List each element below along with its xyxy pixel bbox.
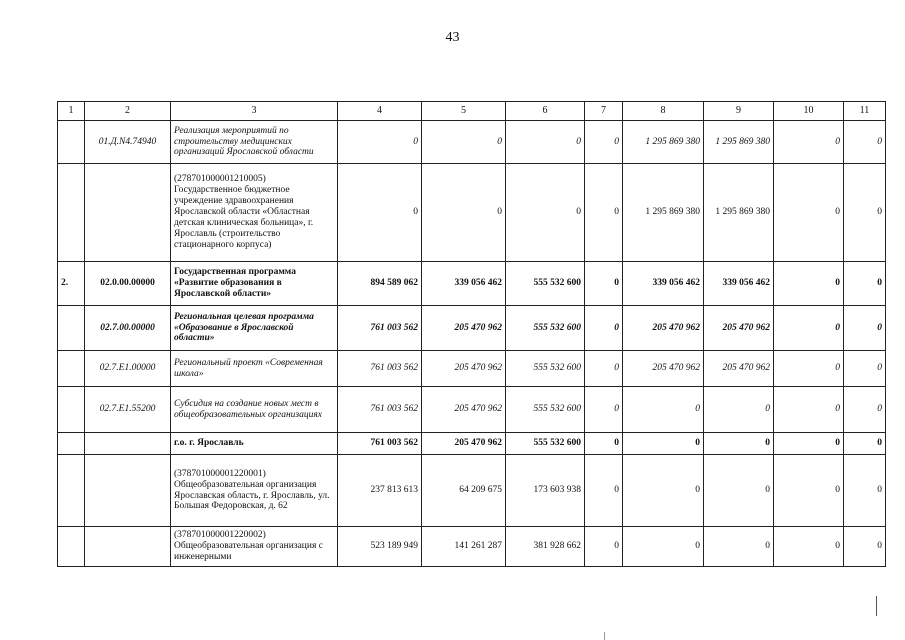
cell-value: 894 589 062 (338, 262, 422, 306)
cell-value: 1 295 869 380 (704, 164, 774, 262)
cell-value: 0 (585, 306, 623, 351)
budget-table (57, 101, 886, 567)
cell-value: 555 532 600 (506, 262, 585, 306)
cell-value: 0 (774, 387, 844, 433)
cell-value: 0 (585, 455, 623, 527)
cell-number (58, 527, 85, 567)
cell-value: 0 (774, 121, 844, 164)
cell-code (85, 527, 171, 567)
cell-value: 0 (704, 455, 774, 527)
cell-value: 0 (774, 306, 844, 351)
cell-value: 0 (338, 121, 422, 164)
cell-number (58, 121, 85, 164)
page-number: 43 (445, 30, 460, 45)
cell-value: 0 (623, 527, 704, 567)
cell-value: 0 (585, 387, 623, 433)
cell-value: 205 470 962 (422, 433, 506, 455)
cell-value: 0 (704, 433, 774, 455)
cell-value: 173 603 938 (506, 455, 585, 527)
cell-name: Государственная программа «Развитие образования в Ярославской области» (171, 262, 338, 306)
cell-number: 2. (58, 262, 85, 306)
cell-code (85, 433, 171, 455)
table-row (58, 121, 886, 164)
header-row (58, 102, 886, 121)
cell-value: 205 470 962 (422, 351, 506, 387)
cell-value: 761 003 562 (338, 351, 422, 387)
cell-name: Региональный проект «Современная школа» (171, 351, 338, 387)
cell-value: 0 (844, 455, 886, 527)
cell-value: 0 (774, 164, 844, 262)
col-header: 9 (704, 102, 774, 121)
cell-name: (378701000001220001) Общеобразовательная организация Ярославская область, г. Ярославль, ул. Большая Федоровская, д. 62 (171, 455, 338, 527)
cell-value: 0 (506, 164, 585, 262)
cell-value: 237 813 613 (338, 455, 422, 527)
table-row (58, 164, 886, 262)
cell-number (58, 387, 85, 433)
cell-value: 1 295 869 380 (704, 121, 774, 164)
col-header: 10 (774, 102, 844, 121)
cell-value: 205 470 962 (704, 306, 774, 351)
table-row (58, 387, 886, 433)
cell-value: 0 (844, 527, 886, 567)
cell-value: 0 (844, 121, 886, 164)
cell-value: 555 532 600 (506, 387, 585, 433)
cell-name: (278701000001210005) Государственное бюджетное учреждение здравоохранения Ярославской области «Областная детская клиническая больница», г. Ярославль (строительство стационарного корпуса) (171, 164, 338, 262)
cell-value: 0 (844, 164, 886, 262)
cell-code (85, 455, 171, 527)
cell-name: Субсидия на создание новых мест в общеобразовательных организациях (171, 387, 338, 433)
col-header: 2 (85, 102, 171, 121)
cell-value: 0 (774, 262, 844, 306)
cell-value: 64 209 675 (422, 455, 506, 527)
cell-number (58, 351, 85, 387)
cell-value: 0 (623, 387, 704, 433)
cell-value: 0 (844, 433, 886, 455)
cell-value: 205 470 962 (422, 306, 506, 351)
cell-value: 1 295 869 380 (623, 121, 704, 164)
cell-value: 555 532 600 (506, 433, 585, 455)
cell-value: 0 (704, 387, 774, 433)
col-header: 8 (623, 102, 704, 121)
col-header: 5 (422, 102, 506, 121)
table-row (58, 527, 886, 567)
cell-value: 0 (774, 433, 844, 455)
cell-name: Региональная целевая программа «Образование в Ярославской области» (171, 306, 338, 351)
cell-name: (378701000001220002) Общеобразовательная организация с инженерными (171, 527, 338, 567)
cell-code (85, 164, 171, 262)
cell-value: 0 (338, 164, 422, 262)
cell-value: 0 (844, 262, 886, 306)
table-row (58, 306, 886, 351)
cell-value: 761 003 562 (338, 433, 422, 455)
cell-value: 0 (422, 164, 506, 262)
cell-value: 0 (704, 527, 774, 567)
cell-code: 02.7.E1.55200 (85, 387, 171, 433)
col-header: 3 (171, 102, 338, 121)
cell-code: 01.Д.N4.74940 (85, 121, 171, 164)
cell-value: 381 928 662 (506, 527, 585, 567)
col-header: 1 (58, 102, 85, 121)
col-header: 4 (338, 102, 422, 121)
table-row (58, 262, 886, 306)
cell-value: 0 (774, 351, 844, 387)
cell-value: 0 (585, 164, 623, 262)
cell-value: 0 (623, 455, 704, 527)
table-row (58, 455, 886, 527)
cell-value: 0 (585, 527, 623, 567)
cell-value: 205 470 962 (704, 351, 774, 387)
cell-code: 02.7.00.00000 (85, 306, 171, 351)
cell-value: 1 295 869 380 (623, 164, 704, 262)
cell-value: 0 (506, 121, 585, 164)
cell-value: 205 470 962 (623, 306, 704, 351)
cell-name: Реализация мероприятий по строительству медицинских организаций Ярославской области (171, 121, 338, 164)
cell-value: 0 (585, 262, 623, 306)
scan-mark (876, 596, 877, 616)
table-row (58, 433, 886, 455)
cell-value: 0 (844, 351, 886, 387)
cell-value: 761 003 562 (338, 306, 422, 351)
cell-value: 0 (585, 121, 623, 164)
cell-value: 141 261 287 (422, 527, 506, 567)
cell-value: 205 470 962 (623, 351, 704, 387)
cell-value: 555 532 600 (506, 306, 585, 351)
cell-value: 205 470 962 (422, 387, 506, 433)
scan-mark (604, 632, 605, 640)
cell-value: 0 (422, 121, 506, 164)
col-header: 11 (844, 102, 886, 121)
cell-code: 02.7.E1.00000 (85, 351, 171, 387)
cell-value: 761 003 562 (338, 387, 422, 433)
cell-value: 0 (844, 306, 886, 351)
col-header: 6 (506, 102, 585, 121)
cell-code: 02.0.00.00000 (85, 262, 171, 306)
cell-name: г.о. г. Ярославль (171, 433, 338, 455)
cell-value: 555 532 600 (506, 351, 585, 387)
col-header: 7 (585, 102, 623, 121)
cell-value: 0 (623, 433, 704, 455)
cell-value: 0 (585, 351, 623, 387)
cell-number (58, 433, 85, 455)
cell-value: 339 056 462 (704, 262, 774, 306)
cell-number (58, 164, 85, 262)
cell-value: 0 (844, 387, 886, 433)
table-row (58, 351, 886, 387)
cell-value: 523 189 949 (338, 527, 422, 567)
cell-value: 0 (585, 433, 623, 455)
cell-value: 0 (774, 527, 844, 567)
cell-number (58, 455, 85, 527)
cell-value: 339 056 462 (623, 262, 704, 306)
cell-value: 0 (774, 455, 844, 527)
cell-value: 339 056 462 (422, 262, 506, 306)
cell-number (58, 306, 85, 351)
